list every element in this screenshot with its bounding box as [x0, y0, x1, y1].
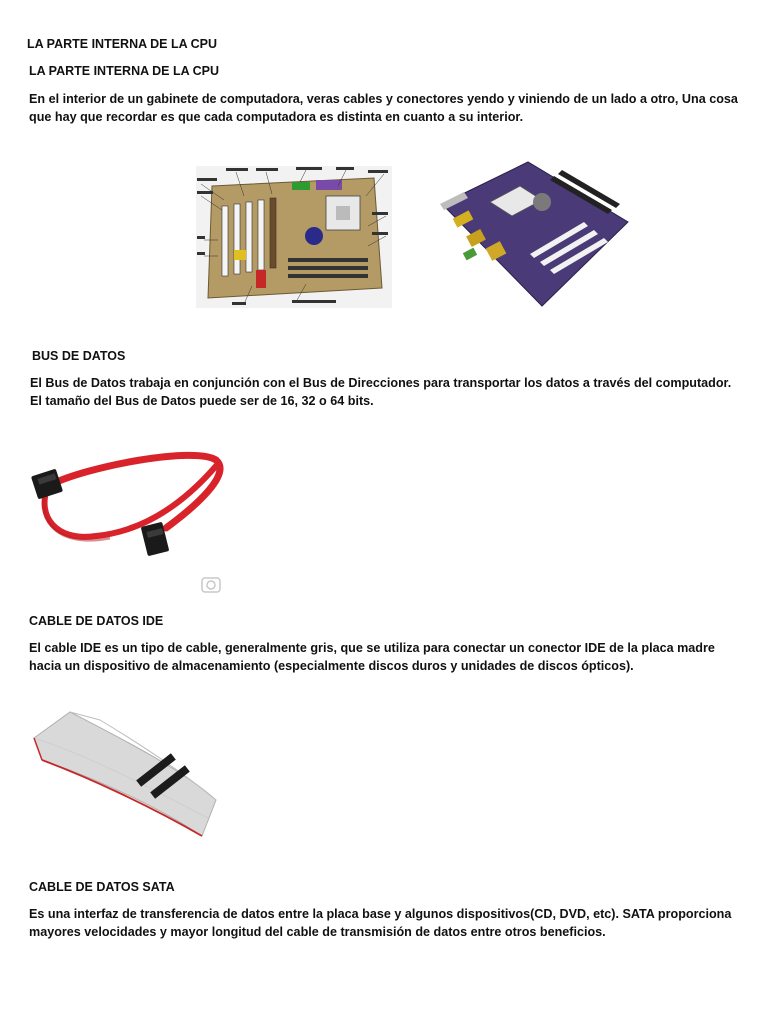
section-heading-cable-sata: CABLE DE DATOS SATA [29, 880, 175, 894]
intro-paragraph: En el interior de un gabinete de computadora, veras cables y conectores yendo y viniendo de un lado a otro, Una cosa que hay que recordar es que cada computadora es distinta en cuanto a su interior. [29, 92, 738, 124]
section-heading-bus-de-datos: BUS DE DATOS [32, 349, 126, 363]
document-subtitle: LA PARTE INTERNA DE LA CPU [29, 64, 220, 78]
motherboard-labeled-image [196, 166, 392, 308]
motherboard-angled-image [434, 158, 632, 308]
section-text-cable-ide: El cable IDE es un tipo de cable, generalmente gris, que se utiliza para conectar un conector IDE de la placa madre hacia un dispositivo de almacenamiento (especialmente discos duros y unidades de discos ópticos). [29, 641, 715, 673]
sata-cable-image [26, 446, 226, 604]
section-heading-cable-ide: CABLE DE DATOS IDE [29, 614, 164, 628]
section-text-bus-de-datos: El Bus de Datos trabaja en conjunción con el Bus de Direcciones para transportar los datos a través del computador. El tamaño del Bus de Datos puede ser de 16, 32 o 64 bits. [30, 376, 732, 408]
document-title: LA PARTE INTERNA DE LA CPU [27, 37, 218, 51]
ide-cable-image [30, 708, 222, 848]
section-text-cable-sata: Es una interfaz de transferencia de datos entre la placa base y algunos dispositivos(CD, DVD, etc). SATA proporciona mayores velocidades y mayor longitud del cable de transmisión de datos entre otros beneficios. [29, 907, 732, 939]
